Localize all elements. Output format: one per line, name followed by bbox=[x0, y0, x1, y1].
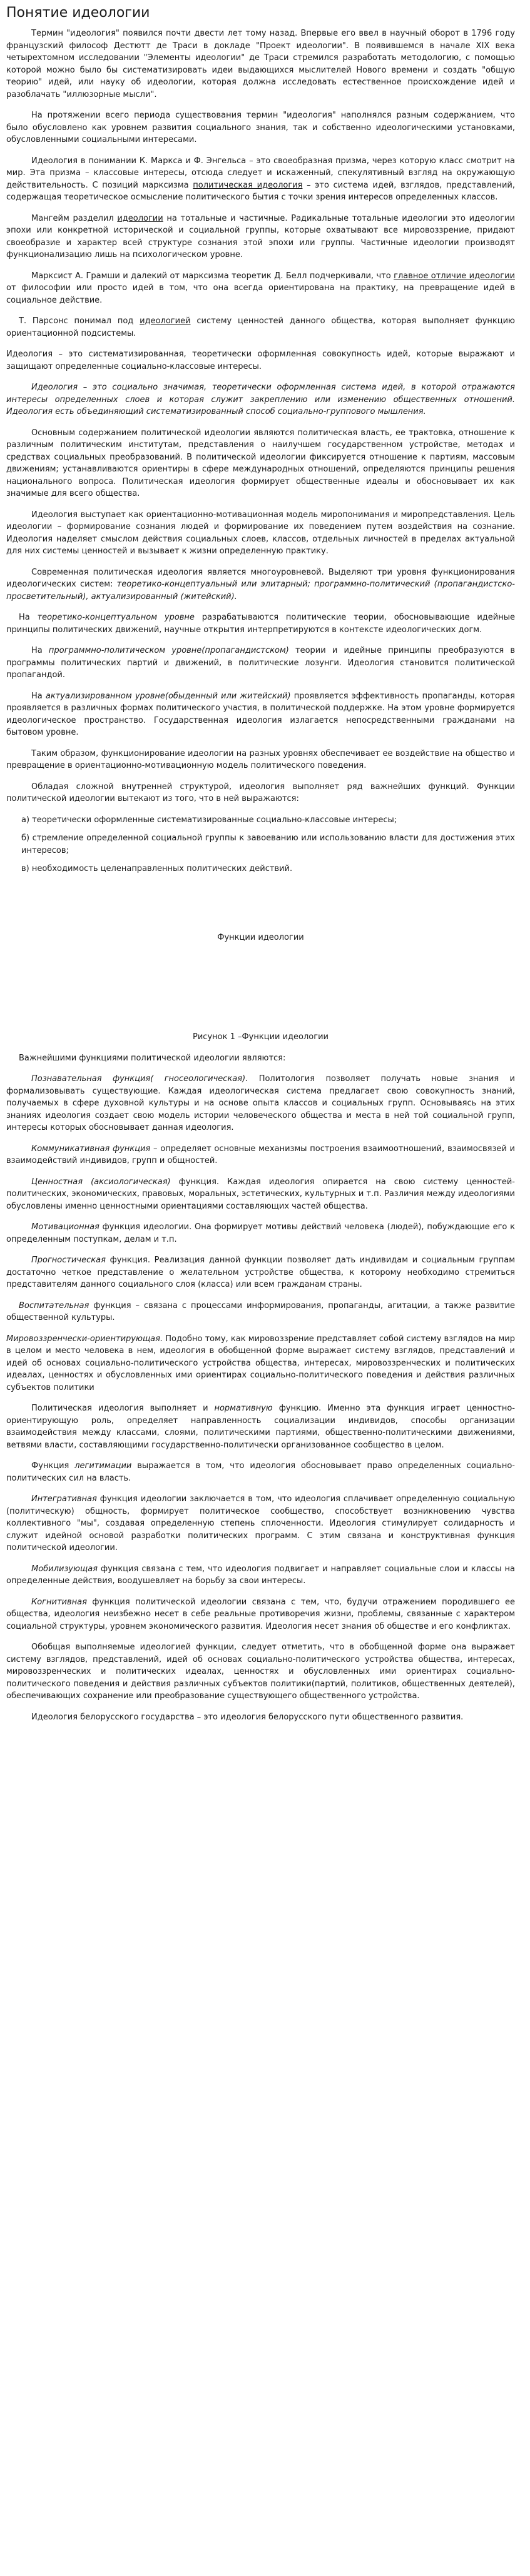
paragraph-cognitive-function-2: Когнитивная функция политической идеологии связана с тем, что, будучи отражением породившего ее общества, идеология неизбежно несет в себе реальные противоречия жизни, проблемы, связанные с характером социальной структуры, уровнем экономического развития. Идеология несет знания об обществе и его конфликтах. bbox=[6, 1597, 515, 1631]
paragraph-cognitive-function: Познавательная функция( гносеологическая). Политология позволяет получать новые знания и формализовывать существующие. Каждая идеологическая система предлагает свою совокупность знаний, получаемых в сфере духовной культуры и на основе опыта классов и социальных групп. Основываясь на этих знаниях идеология создает свою модель истории человеческого общества и места в ней той социальной групп, интересы которых обосновывает данная идеология. bbox=[6, 1074, 516, 1132]
paragraph-normative-function: Политическая идеология выполняет и нормативную функцию. Именно эта функция играет ценностно-ориентирующую роль, определяет направленность социализации индивидов, способы организации взаимодействия между классами, слоями, политическими партиями, общественно-политическими движениями, ветвями власти, составляющими государственно-политически организованное сообщество в целом. bbox=[6, 1404, 516, 1450]
paragraph-orientation-model: Идеология выступает как ориентационно-мотивационная модель миропонимания и миропредставления. Цель идеологии – формирование сознания людей и формирование их поведением путем воздействия на сознание. Идеология наделяет смыслом действия социальных слоев, классов, отдельных личностей в пределах актуальной для них системы ценностей и вызывает к жизни определенную практику. bbox=[6, 510, 515, 556]
link-main-difference[interactable]: главное отличие идеологии bbox=[394, 271, 515, 281]
paragraph-definition-2: Идеология – это социально значимая, теоретически оформленная система идей, в которой отражаются интересы определенных слоев и которая служит закреплению или изменению общественных отношений. Идеология есть объединяющий систематизированный способ социально-группового мышления. bbox=[6, 383, 515, 416]
link-ideologies[interactable]: идеологии bbox=[117, 213, 163, 223]
paragraph-worldview-function: Мировоззренчески-ориентирующая. Подобно тому, как мировоззрение представляет собой систему взглядов на мир в целом и место человека в нем, идеология в обобщенной форме выражает систему взглядов, представлений и идей об основах социально-политического устройства общества, интересах, мировоззренческих и политических идеалах, ценностях и обусловленных ими ориентирах социально-политического поведения и действия различных субъектов политики bbox=[6, 1334, 515, 1392]
paragraph-marxism: Идеология в понимании К. Маркса и Ф. Энгельса – это своеобразная призма, через которую класс смотрит на мир. Эта призма – классовые интересы, отсюда следует и искаженный, спекулятивный взгляд на окружающую действительность. С позиций марксизма политическая идеология – это система идей, взглядов, представлений, содержащая теоретическое осмысление политического бытия с точки зрения интересов определенных классов. bbox=[6, 156, 515, 202]
list-item-c: в) необходимость целенаправленных политических действий. bbox=[21, 864, 293, 873]
paragraph-integrative-function: Интегративная функция идеологии заключается в том, что идеология сплачивает определенную социальную (политическую) общность, формирует политическое сообщество, способствует возникновению чувства коллективного "мы", создавая определенную степень сплоченности. Идеология стимулирует солидарность и служит идейной основой разработки политических программ. С этим связана и конструктивная функция политической идеологии. bbox=[6, 1494, 515, 1552]
paragraph-key-functions: Важнейшими функциями политической идеологии являются: bbox=[19, 1053, 286, 1063]
page-title: Понятие идеологии bbox=[6, 5, 150, 21]
diagram-label: Функции идеологии bbox=[217, 932, 304, 942]
paragraph-content: Основным содержанием политической идеологии являются политическая власть, ее трактовка, отношение к различным политическим институтам, представления о наилучшем государственном устройстве, методах и средствах социальных преобразований. В политической идеологии фиксируется отношение к партиям, массовым движениям; устанавливаются ориентиры в сфере международных отношений, определяются принципы решения национального вопроса. Политическая идеология формирует общественные идеалы и обосновывает их как значимые для всего общества. bbox=[6, 428, 515, 498]
paragraph-prognostic-function: Прогностическая функция. Реализация данной функции позволяет дать индивидам и социальным группам достаточно четкое представление о желательном устройстве общества, к которому необходимо стремиться представителям данного социального слоя (класса) или всем гражданам страны. bbox=[6, 1255, 516, 1289]
paragraph-belarus-ideology: Идеология белорусского государства – это идеология белорусского пути общественного развития. bbox=[31, 1712, 464, 1722]
paragraph-level-program: На программно-политическом уровне(пропагандистском) теории и идейные принципы преобразуются в программы политических партий и движений, в политические лозунги. Идеология становится политической пропагандой. bbox=[6, 646, 516, 680]
paragraph-motivational-function: Мотивационная функция идеологии. Она формирует мотивы действий человека (людей), побуждающие его к определенным поступкам, делам и т.п. bbox=[6, 1222, 515, 1244]
paragraph-parsons: Т. Парсонс понимал под идеологией систему ценностей данного общества, которая выполняет функцию ориентационной подсистемы. bbox=[6, 316, 515, 338]
paragraph-evolution: На протяжении всего периода существования термин "идеология" наполнялся разным содержанием, что было обусловлено как уровнем развития социального знания, так и собственно идеологическими установками, обусловленными социальными интересами. bbox=[6, 111, 515, 144]
paragraph-communicative-function: Коммуникативная функция – определяет основные механизмы построения взаимоотношений, взаимосвязей и взаимодействий индивидов, групп и общностей. bbox=[6, 1144, 516, 1165]
paragraph-functions-intro: Обладая сложной внутренней структурой, идеология выполняет ряд важнейших функций. Функции политической идеологии вытекают из того, что в ней выражаются: bbox=[6, 782, 515, 803]
paragraph-educational-function: Воспитательная функция – связана с процессами информирования, пропаганды, агитации, а также развитие общественной культуры. bbox=[6, 1301, 515, 1322]
paragraph-mobilizing-function: Мобилизующая функция связана с тем, что идеология подвигает и направляет социальные слои и классы на определенные действия, воодушевляет на борьбу за свои интересы. bbox=[6, 1564, 515, 1586]
list-item-a: а) теоретически оформленные систематизированные социально-классовые интересы; bbox=[21, 815, 397, 825]
paragraph-definition-1: Идеология – это систематизированная, теоретически оформленная совокупность идей, которые выражают и защищают определенные социально-классовые интересы. bbox=[6, 350, 515, 371]
figure-caption: Рисунок 1 –Функции идеологии bbox=[193, 1032, 329, 1042]
paragraph-origin-of-term: Термин "идеология" появился почти двести лет тому назад. Впервые его ввел в научный оборот в 1796 году французский философ Дестютт де Траси в докладе "Проект идеологии". В появившемся в начале XIX века четырехтомном исследовании "Элементы идеологии" де Траси стремился разработать методологию, с помощью которой можно было бы систематизировать идеи выдающихся мыслителей Нового времени и создать "общую теорию" идей, или науку об идеологии, которая должна исследовать естественное происхождение идей и разоблачать "иллюзорные мысли". bbox=[6, 29, 515, 99]
list-item-b: б) стремление определенной социальной группы к завоеванию или использованию власти для достижения этих интересов; bbox=[21, 833, 515, 855]
link-political-ideology[interactable]: политическая идеология bbox=[193, 180, 303, 190]
paragraph-gramsci-bell: Марксист А. Грамши и далекий от марксизма теоретик Д. Белл подчеркивали, что главное отличие идеологии от философии или просто идей в том, что она всегда ориентирована на практику, на превращение идей в социальное действие. bbox=[6, 271, 515, 305]
paragraph-level-everyday: На актуализированном уровне(обыденный или житейский) проявляется эффективность пропаганды, которая проявляется в различных формах политического участия, в политической поддержке. На этом уровне формируется идеологическое пространство. Государственная идеология излагается непосредственными гражданами на бытовом уровне. bbox=[6, 691, 516, 737]
paragraph-levels: Современная политическая идеология является многоуровневой. Выделяют три уровня функционирования идеологических систем: теоретико-концептуальный или элитарный; программно-политический (пропагандистско-просветительный), актуализированный (житейский). bbox=[6, 567, 515, 601]
paragraph-legitimation-function: Функция легитимации выражается в том, что идеология обосновывает право определенных социально-политических сил на власть. bbox=[6, 1461, 515, 1483]
paragraph-generalization: Обобщая выполняемые идеологией функции, следует отметить, что в обобщенной форме она выражает систему взглядов, представлений, идей об основах социально-политического устройства общества, интересах, мировоззренческих и политических идеалах, ценностях и обусловленных ими ориентирах социально-политического поведения и действия различных субъектов политики(партий, политиков, общественных деятелей), обеспечивающих сохранение или преобразование существующего общественного устройства. bbox=[6, 1643, 515, 1701]
paragraph-mannheim: Мангейм разделил идеологии на тотальные и частичные. Радикальные тотальные идеологии это идеологии эпохи или конкретной исторической и социальной группы, которые охватывают все мировоззрение, придают своеобразие и характер всей структуре сознания этой эпохи или группы. Частичные идеологии производят функционализацию лишь на психологическом уровне. bbox=[6, 213, 515, 259]
paragraph-value-function: Ценностная (аксиологическая) функция. Каждая идеология опирается на свою систему ценностей- политических, экономических, правовых, моральных, эстетических, культурных и т.п. Различия между идеологиями обусловлены именно ценностными ориентациями составляющих частей общества. bbox=[6, 1177, 515, 1211]
figure-top-space bbox=[6, 882, 515, 932]
link-ideology[interactable]: идеологией bbox=[140, 316, 191, 326]
paragraph-summary-levels: Таким образом, функционирование идеологии на разных уровнях обеспечивает ее воздействие на общество и превращение в ориентационно-мотивационную модель политического поведения. bbox=[6, 748, 515, 770]
paragraph-level-theory: На теоретико-концептуальном уровне разрабатываются политические теории, обосновывающие идейные принципы политических движений, научные открытия интерпретируются в контексте идеологических догм. bbox=[6, 613, 516, 635]
